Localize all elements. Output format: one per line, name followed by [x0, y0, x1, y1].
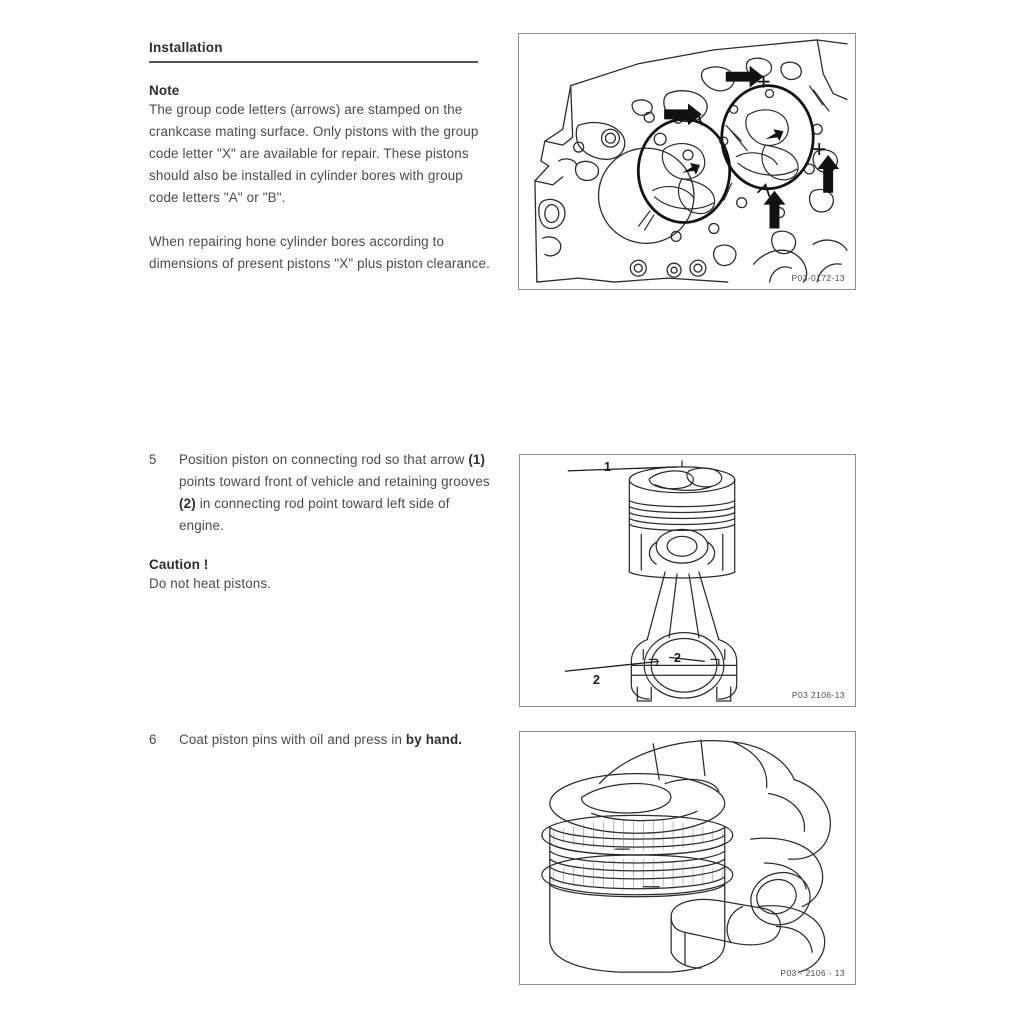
step-5-text-1: Position piston on connecting rod so that arrow: [179, 452, 469, 467]
note-block: [149, 83, 494, 275]
figure-3-code: P03 - 2106 - 13: [780, 968, 845, 978]
piston-rod-drawing: [520, 455, 855, 706]
figure-1-code: P03-0172-13: [791, 273, 845, 283]
step-6-bold-text: by hand.: [405, 732, 463, 747]
crankcase-drawing: [519, 34, 855, 289]
title-divider: [149, 61, 478, 63]
step-5: [149, 449, 494, 537]
caution-text: Do not heat pistons.: [149, 576, 272, 591]
figure-piston-connecting-rod: [519, 454, 856, 707]
step-6-text-1: Coat piston pins with oil and press in: [179, 732, 406, 747]
callout-1: 1: [604, 460, 611, 474]
step-6-block: [149, 729, 494, 751]
note-paragraph-1: The group code letters (arrows) are stamped on the crankcase mating surface. Only pistons with the group code letter "X" are available for repair. These pistons should also be installed in cylinder bores with group code letters "A" or "B".: [149, 102, 479, 205]
figure-2-code: P03 2106-13: [791, 690, 845, 700]
step-5-number: 5: [149, 452, 157, 467]
callout-2-right: 2: [674, 651, 681, 665]
step-5-text-2: points toward front of vehicle and retaining grooves: [179, 474, 490, 489]
step-5-ref-2: (2): [179, 496, 196, 511]
figure-piston-pin-press: [519, 731, 856, 985]
step-6-number: 6: [149, 732, 157, 747]
callout-2-left: 2: [593, 673, 600, 687]
caution-block: [149, 557, 494, 595]
step-6: [149, 729, 494, 751]
caution-label: Caution !: [149, 557, 209, 572]
hand-piston-pin-drawing: [520, 732, 855, 984]
page-title: Installation: [149, 40, 223, 55]
note-label: Note: [149, 83, 180, 98]
figure-crankcase-mating-surface: [518, 33, 856, 290]
step-5-block: [149, 449, 494, 537]
step-5-ref-1: (1): [468, 452, 486, 467]
step-5-text-3: in connecting rod point toward left side of engine.: [179, 496, 450, 533]
note-paragraph-2: When repairing hone cylinder bores according to dimensions of present pistons "X" plus piston clearance.: [149, 234, 490, 271]
